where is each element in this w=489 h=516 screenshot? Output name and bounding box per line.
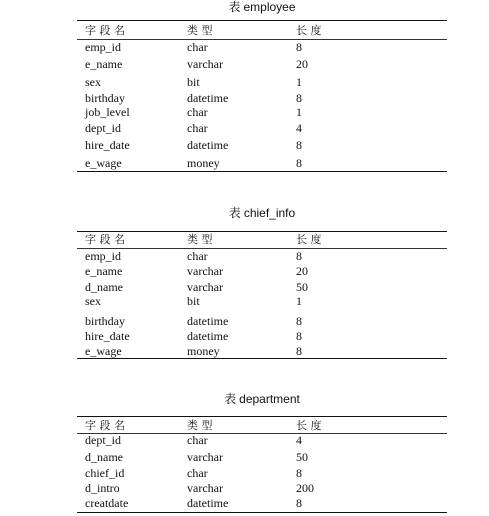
field-name: d_name (85, 280, 123, 294)
field-name: sex (85, 75, 101, 89)
field-length: 200 (296, 481, 314, 495)
field-length: 50 (296, 450, 308, 464)
header-length: 长 度 (296, 419, 322, 432)
field-type: varchar (187, 280, 223, 294)
field-name: e_name (85, 57, 123, 71)
field-type: datetime (187, 138, 229, 152)
field-name: birthday (85, 91, 125, 105)
field-type: datetime (187, 314, 229, 328)
field-type: char (187, 105, 208, 119)
caption-prefix: 表 (228, 0, 241, 14)
field-name: dept_id (85, 433, 121, 447)
field-type: money (187, 344, 220, 358)
field-length: 8 (296, 156, 302, 170)
bottom-rule (77, 358, 447, 359)
field-type: char (187, 40, 208, 54)
header-rule (77, 433, 447, 434)
field-length: 8 (296, 466, 302, 480)
field-length: 8 (296, 314, 302, 328)
field-type: varchar (187, 450, 223, 464)
field-length: 1 (296, 75, 302, 89)
field-length: 8 (296, 138, 302, 152)
header-type: 类 型 (187, 24, 213, 37)
field-length: 4 (296, 433, 302, 447)
field-name: d_intro (85, 481, 120, 495)
field-name: creatdate (85, 496, 129, 510)
field-type: varchar (187, 57, 223, 71)
field-length: 8 (296, 91, 302, 105)
bottom-rule (77, 171, 447, 172)
header-length: 长 度 (296, 24, 322, 37)
field-length: 4 (296, 121, 302, 135)
field-length: 20 (296, 264, 308, 278)
table-caption (77, 206, 447, 220)
header-field-name: 字 段 名 (85, 233, 125, 246)
field-name: sex (85, 294, 101, 308)
field-type: varchar (187, 481, 223, 495)
field-name: birthday (85, 314, 125, 328)
header-type: 类 型 (187, 419, 213, 432)
field-name: hire_date (85, 138, 130, 152)
top-rule (77, 416, 447, 417)
field-name: e_wage (85, 344, 122, 358)
field-length: 8 (296, 329, 302, 343)
field-type: char (187, 121, 208, 135)
field-type: datetime (187, 329, 229, 343)
field-type: varchar (187, 264, 223, 278)
field-type: datetime (187, 91, 229, 105)
field-name: emp_id (85, 40, 121, 54)
table-caption (77, 392, 447, 406)
caption-name: department (239, 392, 300, 406)
field-name: dept_id (85, 121, 121, 135)
bottom-rule (77, 512, 447, 513)
field-length: 8 (296, 344, 302, 358)
caption-prefix: 表 (228, 206, 241, 220)
field-name: hire_date (85, 329, 130, 343)
header-field-name: 字 段 名 (85, 419, 125, 432)
field-length: 20 (296, 57, 308, 71)
field-type: bit (187, 75, 200, 89)
caption-prefix: 表 (224, 392, 237, 406)
caption-name: employee (243, 0, 296, 14)
field-type: char (187, 433, 208, 447)
field-length: 50 (296, 280, 308, 294)
field-name: emp_id (85, 249, 121, 263)
field-length: 8 (296, 40, 302, 54)
field-length: 1 (296, 294, 302, 308)
field-name: d_name (85, 450, 123, 464)
header-field-name: 字 段 名 (85, 24, 125, 37)
header-rule (77, 39, 447, 40)
field-type: bit (187, 294, 200, 308)
field-name: e_wage (85, 156, 122, 170)
field-type: char (187, 249, 208, 263)
field-name: e_name (85, 264, 123, 278)
field-length: 8 (296, 249, 302, 263)
field-length: 8 (296, 496, 302, 510)
table-caption (77, 0, 447, 14)
caption-name: chief_info (243, 206, 296, 220)
header-length: 长 度 (296, 233, 322, 246)
field-length: 1 (296, 105, 302, 119)
field-type: money (187, 156, 220, 170)
top-rule (77, 20, 447, 21)
field-name: job_level (85, 105, 130, 119)
field-type: char (187, 466, 208, 480)
header-rule (77, 248, 447, 249)
top-rule (77, 231, 447, 232)
field-type: datetime (187, 496, 229, 510)
header-type: 类 型 (187, 233, 213, 246)
field-name: chief_id (85, 466, 125, 480)
